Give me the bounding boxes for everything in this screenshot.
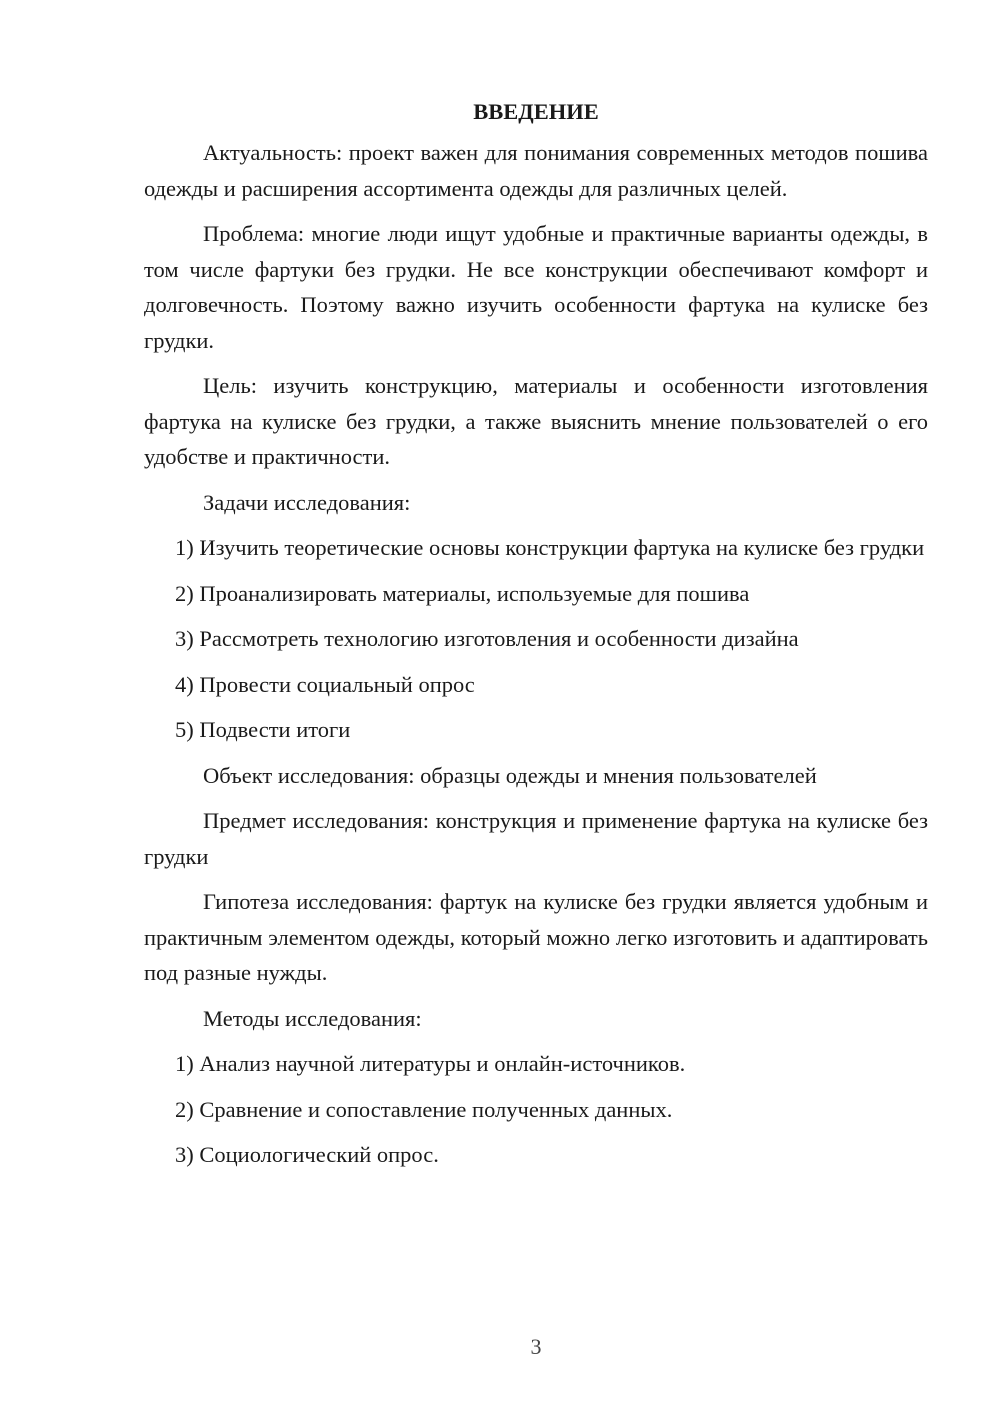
task-item: 2) Проанализировать материалы, используемые для пошива [175, 580, 750, 606]
method-item: 1) Анализ научной литературы и онлайн-источников. [175, 1051, 686, 1076]
problem-paragraph: Проблема: многие люди ищут удобные и практичные варианты одежды, в том числе фартуки без грудки. Не все конструкции обеспечивают комфорт и долговечность. Поэтому важно изучить особенности фартука на кулиске без грудки. [144, 221, 928, 353]
method-item: 2) Сравнение и сопоставление полученных данных. [175, 1096, 673, 1122]
page-title: ВВЕДЕНИЕ [473, 99, 599, 124]
object-paragraph: Объект исследования: образцы одежды и мнения пользователей [203, 762, 817, 788]
hypothesis-paragraph: Гипотеза исследования: фартук на кулиске без грудки является удобным и практичным элементом одежды, который можно легко изготовить и адаптировать под разные нужды. [144, 889, 928, 985]
goal-paragraph: Цель: изучить конструкцию, материалы и особенности изготовления фартука на кулиске без грудки, а также выяснить мнение пользователей о его удобстве и практичности. [144, 373, 928, 469]
task-item: 4) Провести социальный опрос [175, 671, 475, 697]
task-item: 3) Рассмотреть технологию изготовления и особенности дизайна [175, 626, 799, 651]
methods-heading: Методы исследования: [203, 1005, 422, 1031]
task-item: 5) Подвести итоги [175, 717, 351, 742]
relevance-paragraph: Актуальность: проект важен для понимания современных методов пошива одежды и расширения ассортимента одежды для различных целей. [144, 140, 928, 201]
tasks-heading: Задачи исследования: [203, 489, 411, 515]
method-item: 3) Социологический опрос. [175, 1142, 439, 1167]
task-item: 1) Изучить теоретические основы конструкции фартука на кулиске без грудки [175, 535, 925, 560]
document-page [144, 96, 928, 1183]
subject-paragraph: Предмет исследования: конструкция и применение фартука на кулиске без грудки [144, 808, 928, 869]
page-number: 3 [530, 1334, 542, 1359]
